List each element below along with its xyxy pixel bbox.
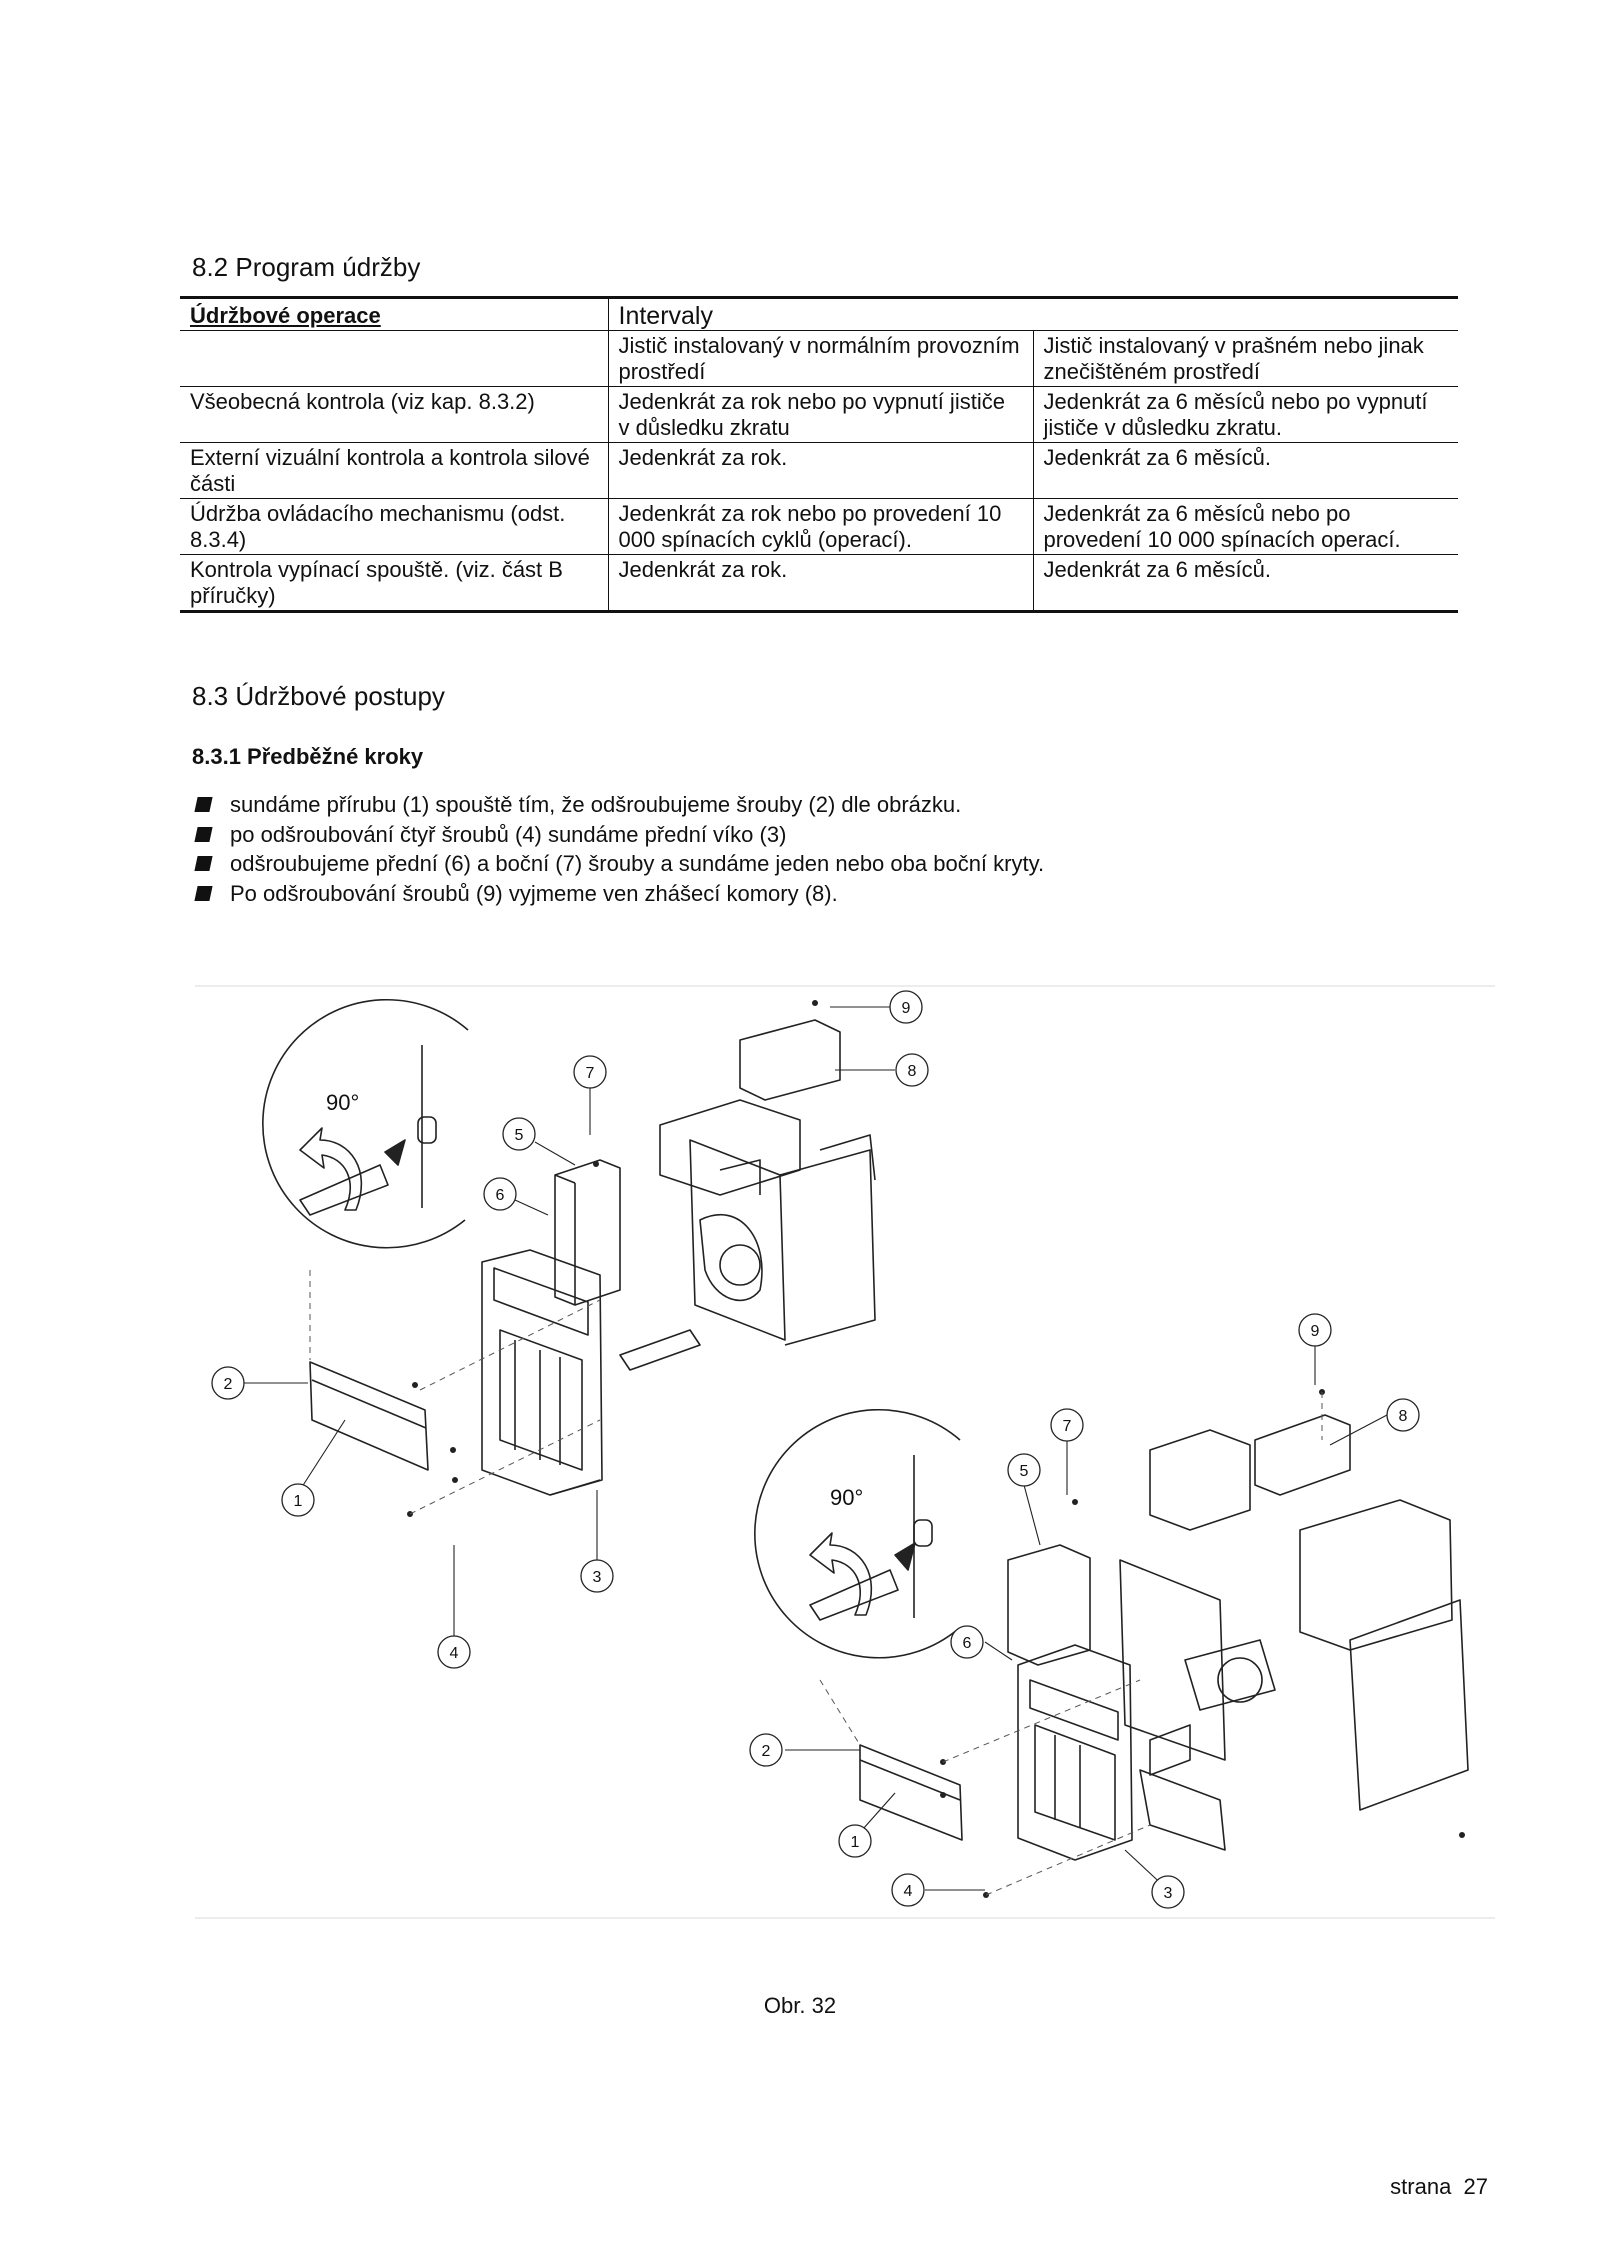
svg-text:7: 7 — [585, 1065, 595, 1082]
figure-caption: Obr. 32 — [763, 1993, 837, 2018]
list-item — [196, 790, 1044, 820]
cell-dusty: Jedenkrát za 6 měsíců nebo po vypnutí jističe v důsledku zkratu. — [1033, 387, 1458, 443]
maintenance-table — [180, 296, 1458, 613]
cell-operation: Externí vizuální kontrola a kontrola silové části — [180, 443, 608, 499]
callout-4-top — [438, 1636, 470, 1668]
list-item — [196, 820, 1044, 850]
breaker-body-bottom — [1008, 1415, 1468, 1860]
cell-operation: Kontrola vypínací spouště. (viz. část B příručky) — [180, 555, 608, 612]
callout-2-bottom — [750, 1734, 782, 1766]
cell-normal: Jedenkrát za rok. — [608, 443, 1033, 499]
list-item — [196, 879, 1044, 909]
list-item — [196, 849, 1044, 879]
callout-1-bottom — [839, 1825, 871, 1857]
subheader-normal: Jistič instalovaný v normálním provozním prostředí — [608, 331, 1033, 387]
svg-text:3: 3 — [592, 1569, 602, 1586]
table-header-row — [180, 298, 1458, 331]
svg-text:7: 7 — [1062, 1418, 1072, 1435]
callout-1-top — [282, 1484, 314, 1516]
step-text: Po odšroubování šroubů (9) vyjmeme ven zhášecí komory (8). — [230, 880, 838, 906]
svg-text:9: 9 — [901, 1000, 911, 1017]
callout-3-top — [581, 1560, 613, 1592]
section-title-8-2: 8.2 Program údržby — [192, 252, 421, 282]
svg-text:4: 4 — [449, 1645, 459, 1662]
svg-text:4: 4 — [903, 1883, 913, 1900]
cell-normal: Jedenkrát za rok. — [608, 555, 1033, 612]
callout-8-top — [896, 1054, 928, 1086]
dashed-guides — [310, 1270, 1322, 1895]
svg-text:3: 3 — [1163, 1885, 1173, 1902]
front-cover-top — [482, 1250, 602, 1495]
callout-5-top — [503, 1118, 535, 1150]
cell-normal: Jedenkrát za rok nebo po vypnutí jističe v důsledku zkratu — [608, 387, 1033, 443]
step-text: po odšroubování čtyř šroubů (4) sundáme přední víko (3) — [230, 821, 787, 847]
step-text: sundáme přírubu (1) spouště tím, že odšroubujeme šrouby (2) dle obrázku. — [230, 792, 962, 817]
svg-text:1: 1 — [850, 1834, 860, 1851]
callout-7-bottom — [1051, 1409, 1083, 1441]
table-row — [180, 555, 1458, 612]
svg-text:1: 1 — [293, 1493, 303, 1510]
callout-2-top — [212, 1367, 244, 1399]
header-operations: Údržbové operace — [180, 298, 608, 331]
callout-8-bottom — [1387, 1399, 1419, 1431]
flange-bottom — [860, 1745, 962, 1840]
svg-text:5: 5 — [514, 1127, 524, 1144]
square-bullet-icon — [194, 886, 212, 901]
header-intervals: Intervaly — [608, 298, 1458, 331]
side-cover-top — [555, 1160, 620, 1305]
svg-text:6: 6 — [495, 1187, 505, 1204]
cell-operation: Všeobecná kontrola (viz kap. 8.3.2) — [180, 387, 608, 443]
detail-circle-top — [263, 1000, 468, 1248]
table-row — [180, 443, 1458, 499]
section-title-8-3: 8.3 Údržbové postupy — [192, 681, 445, 711]
exploded-view-figure — [195, 985, 1495, 1920]
callout-7-top — [574, 1056, 606, 1088]
svg-text:2: 2 — [761, 1743, 771, 1760]
angle-label-top: 90° — [326, 1090, 360, 1115]
square-bullet-icon — [194, 797, 212, 812]
callout-9-bottom — [1299, 1314, 1331, 1346]
subheader-empty — [180, 331, 608, 387]
svg-text:8: 8 — [1398, 1408, 1408, 1425]
subheader-dusty: Jistič instalovaný v prašném nebo jinak znečištěném prostředí — [1033, 331, 1458, 387]
table-row — [180, 387, 1458, 443]
callout-3-bottom — [1152, 1876, 1184, 1908]
table-row — [180, 499, 1458, 555]
page-number: strana 27 — [1390, 2174, 1488, 2199]
callout-9-top — [890, 991, 922, 1023]
callout-6-top — [484, 1178, 516, 1210]
angle-label-bottom: 90° — [830, 1485, 864, 1510]
svg-text:5: 5 — [1019, 1463, 1029, 1480]
svg-text:9: 9 — [1310, 1323, 1320, 1340]
square-bullet-icon — [194, 827, 212, 842]
callout-4-bottom — [892, 1874, 924, 1906]
square-bullet-icon — [194, 856, 212, 871]
cell-dusty: Jedenkrát za 6 měsíců. — [1033, 555, 1458, 612]
steps-list — [196, 790, 1044, 908]
leader-lines — [244, 1007, 1387, 1890]
callout-6-bottom — [951, 1626, 983, 1658]
svg-text:2: 2 — [223, 1376, 233, 1393]
subsection-title-8-3-1: 8.3.1 Předběžné kroky — [192, 744, 424, 769]
cell-dusty: Jedenkrát za 6 měsíců. — [1033, 443, 1458, 499]
flange-top — [310, 1362, 428, 1470]
table-subheader-row — [180, 331, 1458, 387]
step-text: odšroubujeme přední (6) a boční (7) šrouby a sundáme jeden nebo oba boční kryty. — [230, 851, 1045, 876]
cell-operation: Údržba ovládacího mechanismu (odst. 8.3.4) — [180, 499, 608, 555]
cell-normal: Jedenkrát za rok nebo po provedení 10 000 spínacích cyklů (operací). — [608, 499, 1033, 555]
cell-dusty: Jedenkrát za 6 měsíců nebo po provedení 10 000 spínacích operací. — [1033, 499, 1458, 555]
svg-text:8: 8 — [907, 1063, 917, 1080]
detail-circle-bottom — [755, 1410, 960, 1658]
svg-text:6: 6 — [962, 1635, 972, 1652]
callout-5-bottom — [1008, 1454, 1040, 1486]
breaker-body-top — [620, 1020, 875, 1370]
